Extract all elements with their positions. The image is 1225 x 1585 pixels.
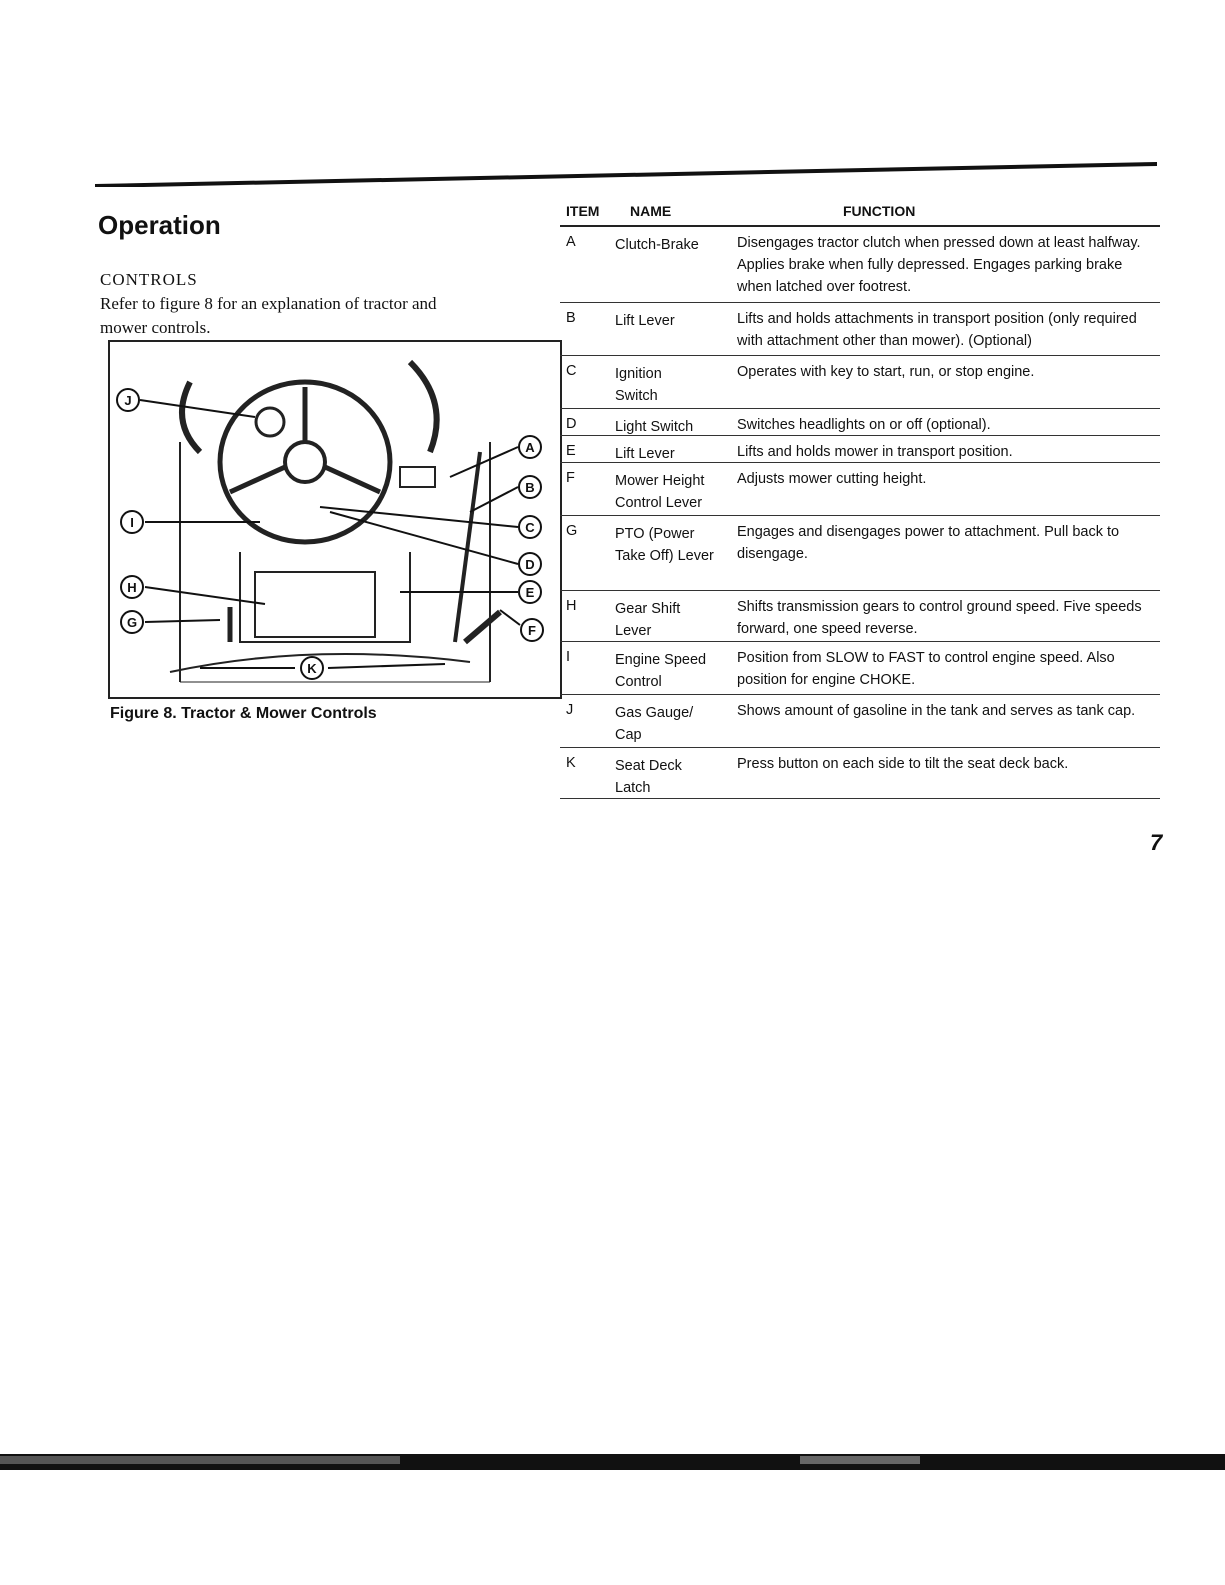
callout-C — [519, 516, 541, 538]
table-row: C Ignition Switch Operates with key to start, run, or stop engine. — [560, 356, 1160, 409]
page-number: 7 — [1150, 830, 1163, 855]
table-row: F Mower Height Control Lever Adjusts mower cutting height. — [560, 463, 1160, 516]
callout-A — [519, 436, 541, 458]
table-row: E Lift Lever Lifts and holds mower in transport position. — [560, 436, 1160, 463]
svg-text:G: G — [126, 615, 138, 630]
svg-text:J: J — [124, 393, 132, 408]
svg-text:K: K — [307, 661, 317, 676]
callout-F — [521, 619, 543, 641]
table-row: J Gas Gauge/ Cap Shows amount of gasoline in the tank and serves as tank cap. — [560, 695, 1160, 748]
svg-text:A: A — [525, 440, 535, 455]
subheading: CONTROLS — [100, 270, 198, 289]
svg-text:B: B — [525, 480, 535, 495]
header-item: ITEM — [566, 203, 600, 219]
callout-G — [121, 611, 143, 633]
table-row: B Lift Lever Lifts and holds attachments in transport position (only required with attachment other than mower). (Optional) — [560, 303, 1160, 356]
top-rule — [95, 160, 1157, 187]
callout-E — [519, 581, 541, 603]
header-name: NAME — [630, 203, 672, 219]
svg-text:D: D — [525, 557, 535, 572]
header-function: FUNCTION — [843, 203, 916, 219]
bottom-scan-bar — [0, 1452, 1225, 1474]
table-row: D Light Switch Switches headlights on or off (optional). — [560, 409, 1160, 436]
callout-J — [117, 389, 139, 411]
tractor-controls-figure — [108, 340, 562, 699]
figure-caption: Figure 8. Tractor & Mower Controls — [110, 705, 377, 722]
table-row: I Engine Speed Control Position from SLOW to FAST to control engine speed. Also position for engine CHOKE. — [560, 642, 1160, 695]
table-row: G PTO (Power Take Off) Lever Engages and disengages power to attachment. Pull back to disengage. — [560, 516, 1160, 591]
callout-H — [121, 576, 143, 598]
svg-text:I: I — [130, 515, 134, 530]
svg-text:H: H — [127, 580, 137, 595]
svg-text:F: F — [528, 623, 536, 638]
intro-text: Refer to figure 8 for an explanation of tractor and mower controls. — [100, 294, 437, 337]
table-row: K Seat Deck Latch Press button on each side to tilt the seat deck back. — [560, 748, 1160, 799]
tractor-illustration — [110, 342, 560, 697]
table-row: H Gear Shift Lever Shifts transmission gears to control ground speed. Five speeds forward, one speed reverse. — [560, 591, 1160, 642]
table-row: A Clutch-Brake Disengages tractor clutch when pressed down at least halfway. Applies brake when fully depressed. Engages parking brake when latched over footrest. — [560, 227, 1160, 303]
svg-text:E: E — [525, 585, 535, 600]
section-title: Operation — [98, 210, 221, 240]
table-header — [560, 195, 1160, 227]
callout-K — [301, 657, 323, 679]
callout-B — [519, 476, 541, 498]
callout-D — [519, 553, 541, 575]
callout-I — [121, 511, 143, 533]
svg-text:C: C — [525, 520, 535, 535]
controls-table — [560, 195, 1160, 799]
